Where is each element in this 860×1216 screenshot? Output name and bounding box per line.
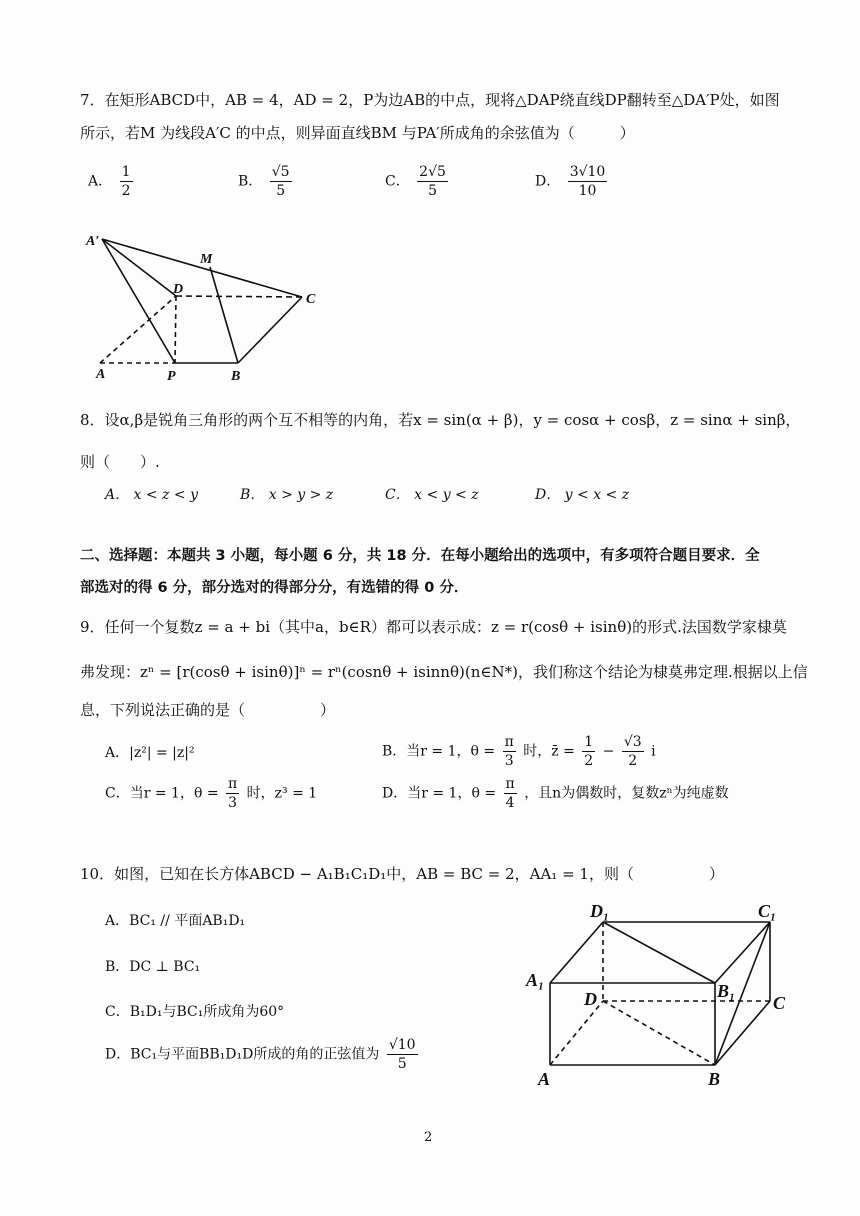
label-a: A xyxy=(96,367,106,382)
section2-line2: 部选对的得 6 分，部分选对的得部分分，有选错的得 0 分． xyxy=(80,580,469,596)
label-b: B xyxy=(708,1069,721,1089)
q8-line2: 则（ ）. xyxy=(80,453,160,471)
edge-d1-b1 xyxy=(603,922,715,983)
q7-option-b xyxy=(238,163,295,200)
q10-option-c: C．B₁D₁与BC₁所成角为60° xyxy=(105,1004,285,1020)
q8-option-c: C． x < y < z xyxy=(385,487,479,503)
q7-option-c xyxy=(385,163,451,200)
q7-line1: 7．在矩形ABCD中，AB = 4，AD = 2，P为边AB的中点，现将△DAP绕直线DP翻转至△DA′P处，如图 xyxy=(80,91,780,109)
label-p: P xyxy=(167,369,176,384)
q7-line2: 所示，若M 为线段A′C 的中点，则异面直线BM 与PA′所成角的余弦值为（ ） xyxy=(80,124,635,142)
edge-a1-d1 xyxy=(550,922,603,983)
section2-line1: 二、选择题：本题共 3 小题，每小题 6 分，共 18 分．在每小题给出的选项中，有多项符合题目要求．全 xyxy=(80,548,760,564)
label-m: M xyxy=(200,252,213,267)
q7-option-a-fraction: $\frac{1}{2}$ xyxy=(121,164,131,199)
page-number: 2 xyxy=(424,1130,433,1145)
q9-line1: 9．任何一个复数z = a + bi（其中a，b∈R）都可以表示成：z = r(cosθ + isinθ)的形式.法国数学家棣莫 xyxy=(80,618,787,636)
q7-option-b-label: B． xyxy=(238,173,263,190)
q9-option-d: D．当r = 1，θ = $\frac{\pi}{4}$ ，且n为偶数时，复数zⁿ为纯虚数 xyxy=(382,776,729,811)
edge-a-d xyxy=(100,296,176,363)
edge-d-p xyxy=(175,296,176,363)
q8-option-a: A． x < z < y xyxy=(105,487,199,503)
q7-option-b-fraction: $\frac{√5}{5}$ xyxy=(271,164,290,199)
edge-a-d xyxy=(550,1001,603,1065)
label-b: B xyxy=(231,369,241,384)
edge-b-c xyxy=(238,297,302,363)
edge-a1-d xyxy=(102,239,176,296)
label-a1: A₁ xyxy=(526,970,545,990)
label-a-prime: A′ xyxy=(86,234,100,249)
q10-option-d: D．BC₁与平面BB₁D₁D所成的角的正弦值为 $\frac{√10}{5}$ xyxy=(105,1037,416,1072)
q10-figure xyxy=(520,895,795,1095)
edge-a1-c xyxy=(102,239,302,297)
label-d: D xyxy=(584,989,597,1009)
q9-option-a: A．|z²| = |z|² xyxy=(105,745,195,761)
label-d: D xyxy=(173,282,184,297)
edge-d-c xyxy=(176,296,302,297)
q9-option-c: C．当r = 1，θ = $\frac{\pi}{3}$ 时，z³ = 1 xyxy=(105,776,318,811)
q9-line3: 息，下列说法正确的是（ ） xyxy=(80,701,336,719)
q8-option-d: D． y < x < z xyxy=(535,487,630,503)
label-c: C xyxy=(306,292,316,307)
label-c1: C₁ xyxy=(758,901,777,921)
q10-line1: 10．如图，已知在长方体ABCD − A₁B₁C₁D₁中，AB = BC = 2，AA₁ = 1，则（ ） xyxy=(80,865,724,883)
label-d1: D₁ xyxy=(590,901,610,921)
q10-option-a: A．BC₁ // 平面AB₁D₁ xyxy=(105,913,246,929)
q7-option-c-fraction: $\frac{2√5}{5}$ xyxy=(419,164,446,199)
q9-option-b: B．当r = 1，θ = $\frac{\pi}{3}$ 时，z̄ = $\frac{1}{2}$ − $\frac{√3}{2}$ i xyxy=(382,734,656,769)
q8-option-b: B． x > y > z xyxy=(240,487,334,503)
edge-b-m xyxy=(210,267,238,363)
q10-option-b: B．DC ⊥ BC₁ xyxy=(105,959,201,975)
q7-option-a xyxy=(88,163,136,200)
q7-option-d xyxy=(535,163,610,200)
q7-option-c-label: C． xyxy=(385,173,410,190)
q9-line2: 弗发现：zⁿ = [r(cosθ + isinθ)]ⁿ = rⁿ(cosnθ + isinnθ)(n∈N*)，我们称这个结论为棣莫弗定理.根据以上信 xyxy=(80,663,808,681)
q7-option-d-label: D． xyxy=(535,173,561,190)
edge-b-c xyxy=(715,1001,770,1065)
q7-option-a-label: A． xyxy=(88,173,113,190)
label-b1: B₁ xyxy=(717,981,736,1001)
q7-figure xyxy=(80,225,340,390)
edge-d-b xyxy=(603,1001,715,1065)
q7-option-d-fraction: $\frac{3√10}{10}$ xyxy=(569,164,606,199)
q8-line1: 8．设α,β是锐角三角形的两个互不相等的内角，若x = sin(α + β)，y = cosα + cosβ，z = sinα + sinβ， xyxy=(80,411,801,429)
edge-b1-c1 xyxy=(715,922,770,983)
label-a: A xyxy=(538,1069,551,1089)
label-c: C xyxy=(773,993,786,1013)
